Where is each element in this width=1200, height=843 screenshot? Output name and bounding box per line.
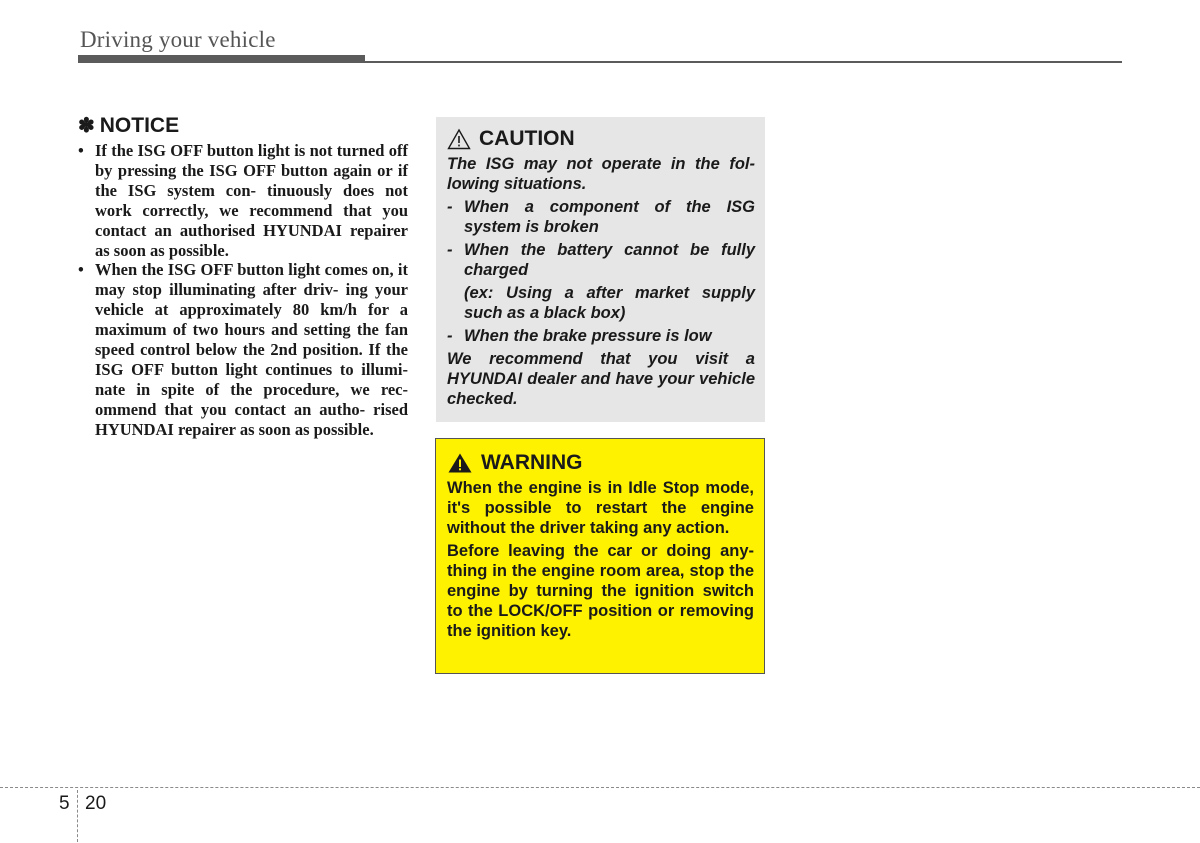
bullet-icon: • (78, 141, 84, 160)
notice-heading (78, 113, 408, 138)
caution-title: CAUTION (479, 127, 575, 150)
caution-item-text: When a component of the ISG system is broken (464, 198, 755, 236)
warning-heading (447, 451, 754, 475)
notice-item-text: When the ISG OFF button light comes on, it may stop illuminating after driv- ing your vehicle at approximately 80 km/h for a maximum of two hours and setting the fan speed control below the 2nd position. If the ISG OFF button light continues to illumi- nate in spite of the procedure, we rec- ommend that you contact an autho- rised HYUNDAI repairer as soon as possible. (95, 260, 408, 439)
caution-item (447, 197, 755, 237)
warning-box (435, 438, 765, 674)
notice-section (78, 113, 408, 440)
chapter-number: 5 (59, 793, 70, 814)
caution-item (447, 326, 755, 346)
caution-item-text: When the brake pressure is low (464, 327, 712, 345)
warning-title: WARNING (481, 451, 583, 474)
page-header-title: Driving your vehicle (80, 27, 276, 52)
caution-box (436, 117, 765, 422)
caution-item-text: When the battery cannot be fully charged (464, 241, 755, 279)
warning-triangle-outline-icon (447, 128, 471, 150)
bullet-icon: • (78, 260, 84, 280)
caution-example: (ex: Using a after market supply such as a black box) (464, 284, 755, 322)
dash-marker: - (447, 198, 453, 216)
footer-divider (0, 787, 1200, 788)
header-rule-thin (365, 61, 1122, 63)
notice-title: NOTICE (99, 113, 180, 137)
notice-list (78, 141, 408, 440)
dash-marker: - (447, 327, 453, 345)
dash-marker: - (447, 241, 453, 259)
warning-paragraph: Before leaving the car or doing any- thing in the engine room area, stop the engine by turning the ignition switch to the LOCK/OFF position or removing the ignition key. (447, 542, 754, 640)
caution-heading (447, 127, 755, 151)
warning-triangle-filled-icon (447, 452, 473, 474)
footer-vertical-divider (77, 790, 78, 842)
page-number: 20 (85, 793, 107, 814)
caution-intro: The ISG may not operate in the fol- lowing situations. (447, 155, 755, 193)
header-rule-thick (78, 55, 365, 63)
asterisk-icon: ✽ (78, 115, 95, 137)
warning-paragraph: When the engine is in Idle Stop mode, it's possible to restart the engine without the driver taking any action. (447, 479, 754, 537)
notice-item-text: If the ISG OFF button light is not turned off by pressing the ISG OFF button again or if the ISG system con- tinuously does not work correctly, we recommend that you contact an authorised HYUNDAI repairer as soon as possible. (95, 141, 408, 260)
caution-outro: We recommend that you visit a HYUNDAI dealer and have your vehicle checked. (447, 350, 755, 408)
caution-item (447, 240, 755, 280)
notice-item (78, 141, 408, 260)
notice-item (78, 260, 408, 439)
